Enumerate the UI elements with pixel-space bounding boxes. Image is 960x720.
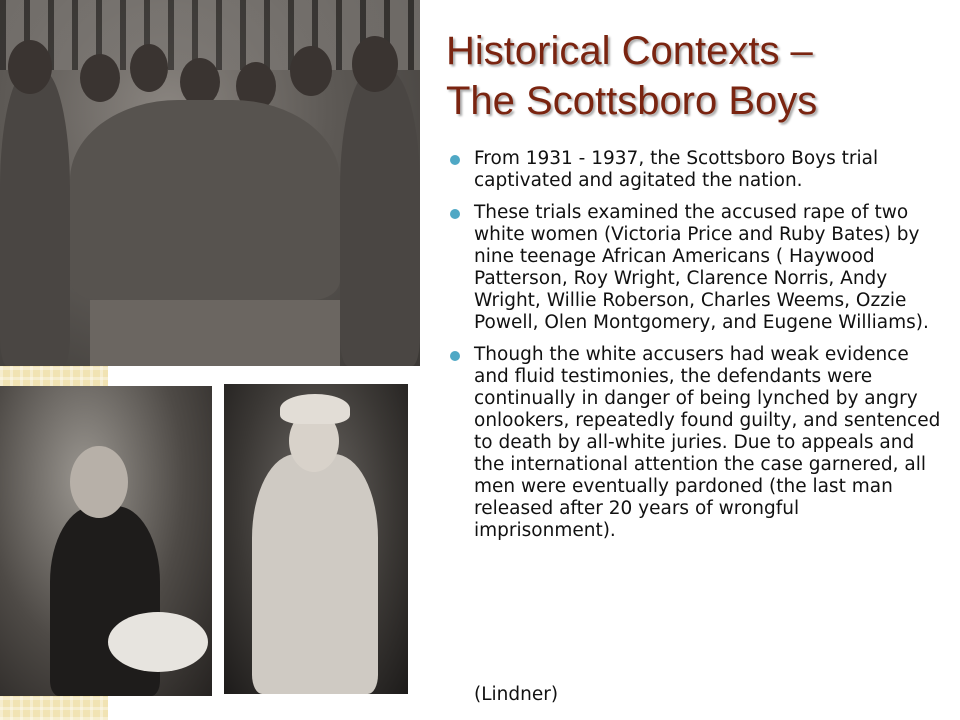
photo-figure (80, 54, 120, 102)
bullet-list (446, 148, 946, 542)
photo-hat (280, 394, 350, 424)
accuser-photo-right (224, 384, 408, 694)
photo-figure (352, 36, 398, 92)
slide-body (446, 148, 946, 552)
photo-figure (180, 58, 220, 106)
accuser-photo-left (0, 386, 212, 696)
photo-figure (70, 446, 128, 518)
citation: (Lindner) (474, 684, 559, 705)
photo-figure (8, 40, 52, 94)
title-line-2: The Scottsboro Boys (446, 79, 818, 123)
bullet-dot-icon (450, 209, 460, 219)
photo-figure (252, 454, 378, 694)
photo-figure (340, 70, 420, 366)
photo-figure (290, 46, 332, 96)
bullet-item (446, 202, 946, 334)
slide-title (446, 26, 946, 126)
bullet-text: These trials examined the accused rape of two white women (Victoria Price and Ruby Bates) by nine teenage African Americans ( Haywood Patterson, Roy Wright, Clarence Norris, Andy Wright, Willie Roberson, Charles Weems, Ozzie Powell, Olen Montgomery, and Eugene Williams). (474, 202, 929, 333)
group-photo (0, 0, 420, 366)
title-line-1: Historical Contexts – (446, 29, 813, 73)
photo-table (90, 300, 340, 366)
bullet-item (446, 148, 946, 192)
bullet-dot-icon (450, 351, 460, 361)
photo-hat (108, 612, 208, 672)
photo-figure (70, 100, 340, 300)
bullet-text: From 1931 - 1937, the Scottsboro Boys trial captivated and agitated the nation. (474, 148, 879, 191)
photo-figure (0, 70, 70, 366)
photo-figure (130, 44, 168, 92)
bullet-item (446, 344, 946, 542)
bullet-text: Though the white accusers had weak evidence and fluid testimonies, the defendants were continually in danger of being lynched by angry onlookers, repeatedly found guilty, and sentenced to death by all-white juries. Due to appeals and the international attention the case garnered, all men were eventually pardoned (the last man released after 20 years of wrongful imprisonment). (474, 344, 941, 541)
bullet-dot-icon (450, 155, 460, 165)
